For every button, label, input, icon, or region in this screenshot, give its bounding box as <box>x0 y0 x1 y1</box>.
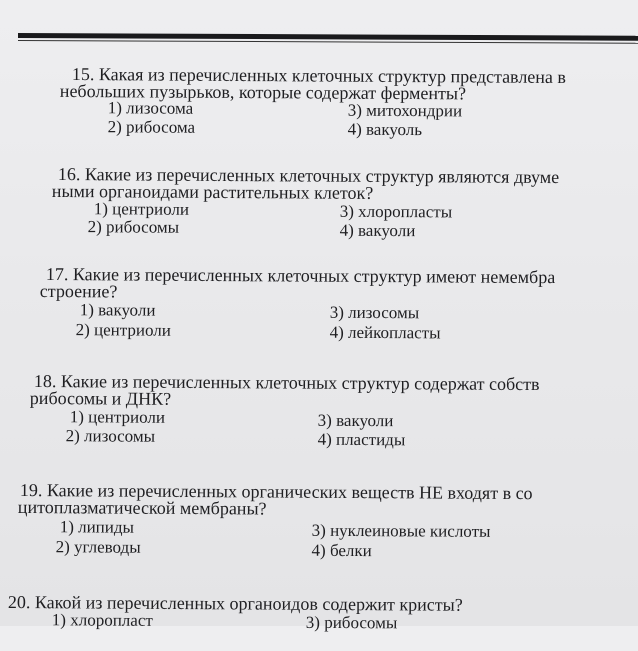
question-19 <box>17 480 638 561</box>
option-4: 4) вакуоли <box>339 220 416 241</box>
question-15-line1: 15. Какая из перечисленных клеточных структур представлена в <box>71 64 567 88</box>
question-19-line2: цитоплазматической мембраны? <box>17 496 267 519</box>
question-20-line1: 20. Какой из перечисленных органоидов содержит кристы? <box>7 592 463 615</box>
option-2: 2) лизосомы <box>65 426 156 446</box>
question-18-line1: 18. Какие из перечисленных клеточных структур содержат собств <box>33 371 540 395</box>
option-4: 4) лейкопласты <box>329 322 441 343</box>
option-3: 3) нуклеиновые кислоты <box>311 520 491 541</box>
option-1: 1) центриоли <box>69 407 166 427</box>
header-rule-thin <box>18 40 638 44</box>
question-18-options <box>34 407 638 450</box>
question-17-line2: строение? <box>39 280 118 302</box>
option-4: 4) белки <box>311 540 372 561</box>
question-18-line2: рибосомы и ДНК? <box>29 387 172 409</box>
option-2: 2) углеводы <box>55 537 141 557</box>
option-3: 3) хлоропласты <box>339 201 453 222</box>
option-1: 1) хлоропласт <box>51 610 153 630</box>
question-18 <box>29 371 638 450</box>
question-17 <box>39 264 638 343</box>
question-16-options <box>58 200 638 240</box>
question-19-options <box>20 516 638 561</box>
option-1: 1) вакуоли <box>79 300 156 320</box>
question-15-options <box>72 100 638 140</box>
question-20-options <box>8 611 638 651</box>
question-20 <box>8 594 638 651</box>
question-15-line2: небольших пузырьков, которые содержат ферменты? <box>59 80 467 104</box>
option-3: 3) митохондрии <box>347 100 463 121</box>
option-2: 2) центриоли <box>75 320 171 340</box>
question-15 <box>59 64 638 140</box>
question-16 <box>51 164 638 241</box>
question-16-line2: ными органоидами растительных клеток? <box>51 180 374 203</box>
option-4: 4) пластиды <box>317 429 406 450</box>
question-17-options <box>46 300 638 343</box>
option-2: 2) рибосомы <box>87 217 180 237</box>
question-17-line1: 17. Какие из перечисленных клеточных структур имеют немембра <box>45 264 556 288</box>
option-1: 1) центриоли <box>93 199 190 219</box>
option-3: 3) рибосомы <box>305 612 398 633</box>
question-16-line1: 16. Какие из перечисленных клеточных структур являются двуме <box>57 164 560 188</box>
question-19-line1: 19. Какие из перечисленных органических веществ НЕ входят в со <box>19 480 533 504</box>
option-2: 2) рибосома <box>107 117 196 137</box>
option-3: 3) вакуоли <box>317 410 394 431</box>
option-1: 1) лизосома <box>107 98 194 118</box>
option-3: 3) лизосомы <box>329 302 420 323</box>
option-1: 1) липиды <box>59 517 135 537</box>
option-4: 4) вакуоль <box>347 119 423 140</box>
